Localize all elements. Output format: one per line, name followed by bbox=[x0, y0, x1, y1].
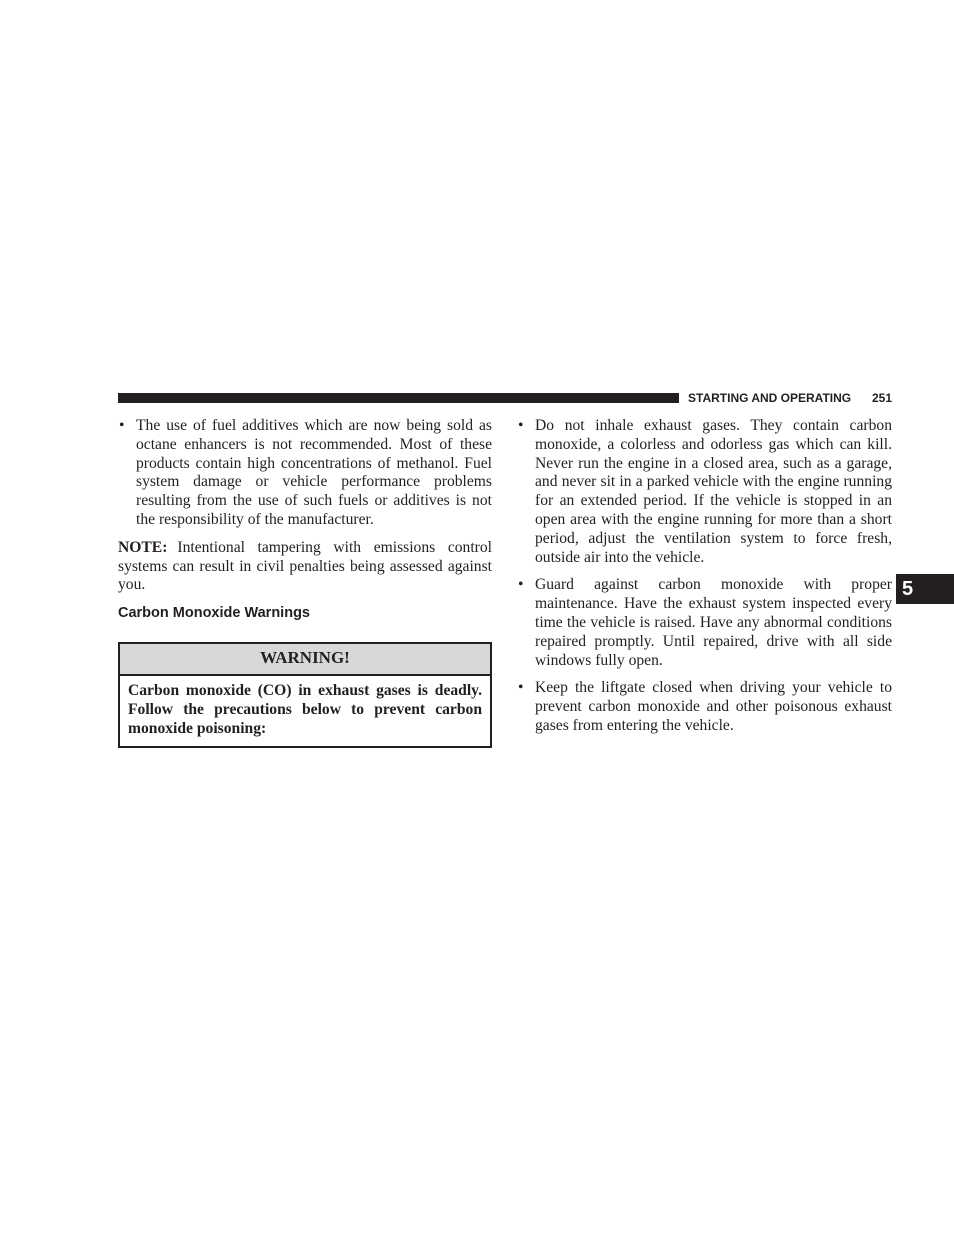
left-column bbox=[118, 417, 492, 622]
running-header bbox=[688, 390, 892, 406]
bullet-marker: • bbox=[518, 576, 524, 594]
page-number: 251 bbox=[871, 391, 892, 405]
bullet-text: The use of fuel additives which are now being sold as octane enhancers is not recommended. Most of these products contain high concentrations of methanol. Fuel system damage or vehicle performance problems resulting from the use of such fuels or additives is not the responsibility of the manufacturer. bbox=[136, 417, 492, 528]
bullet-item bbox=[517, 576, 892, 670]
section-heading: Carbon Monoxide Warnings bbox=[118, 605, 310, 622]
bullet-marker: • bbox=[119, 417, 125, 434]
bullet-marker: • bbox=[518, 417, 524, 434]
note-paragraph bbox=[118, 539, 492, 595]
warning-title: WARNING! bbox=[120, 644, 490, 676]
chapter-tab: 5 bbox=[896, 574, 954, 604]
warning-box bbox=[118, 642, 492, 748]
warning-body: Carbon monoxide (CO) in exhaust gases is deadly. Follow the precautions below to prevent carbon monoxide poisoning: bbox=[128, 682, 482, 737]
right-column bbox=[517, 417, 892, 745]
header-rule bbox=[118, 393, 679, 403]
bullet-item bbox=[118, 417, 492, 530]
bullet-text: Guard against carbon monoxide with proper maintenance. Have the exhaust system inspected every time the vehicle is raised. Have any abnormal conditions repaired promptly. Until repaired, drive with all side windows fully open. bbox=[535, 576, 892, 669]
bullet-text: Do not inhale exhaust gases. They contain carbon monoxide, a colorless and odorless gas which can kill. Never run the engine in a closed area, such as a garage, and never sit in a parked vehicle with the engine running for an extended period. If the vehicle is stopped in an open area with the engine running for more than a short period, adjust the ventilation system to force fresh, outside air into the vehicle. bbox=[535, 417, 892, 566]
note-text: Intentional tampering with emissions control systems can result in civil penalties being assessed against you. bbox=[118, 538, 492, 594]
bullet-marker: • bbox=[518, 679, 524, 697]
bullet-item bbox=[517, 417, 892, 567]
bullet-item bbox=[517, 679, 892, 735]
bullet-text: Keep the liftgate closed when driving your vehicle to prevent carbon monoxide and other poisonous exhaust gases from entering the vehicle. bbox=[535, 679, 892, 734]
section-title: STARTING AND OPERATING bbox=[688, 391, 852, 405]
note-label: NOTE: bbox=[118, 538, 168, 556]
